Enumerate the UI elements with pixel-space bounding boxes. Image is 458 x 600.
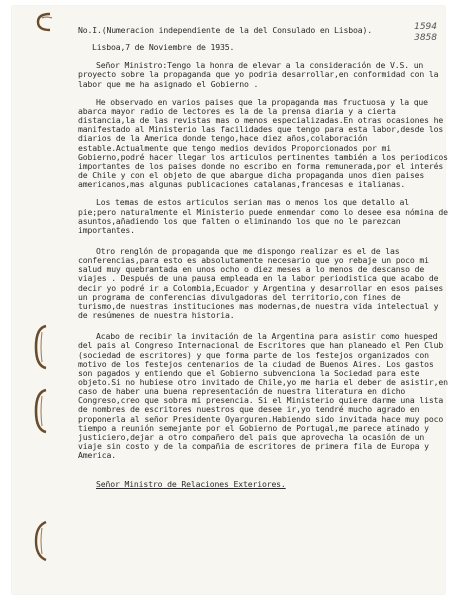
binder-clip-icon <box>12 516 56 566</box>
paragraph-press-propaganda: He observado en varios paises que la propaganda mas fructuosa y la que abarca mayor radio de lectores es la de la prensa diaria y a cierta distancia,la de las revistas mas o menos especializadas.En otras ocasiones he manifestado al Ministerio las facilidades que tengo para esta labor,desde los diarios de la America donde tengo,hace diez años,colaboración estable.Actualmente que tengo medios devidos Proporcionados por mi Gobierno,podré hacer llegar los articulos pertinentes también a los periodicos importantes de los paises donde no escribo en forma remunerada,por el interés de Chile y con el objeto de que abargue dicha propaganda unos dien paises americanos,mas algunas publicaciones catalanas,francesas e italianas. <box>78 96 453 190</box>
letter-body <box>78 25 453 490</box>
letter-date: Lisboa,7 de Noviembre de 1935. <box>92 42 235 53</box>
letter-page <box>12 6 453 594</box>
archive-annotation-line-2: 3858 <box>414 33 437 43</box>
paragraph-argentina-invitation: Acabo de recibir la invitación de la Argentina para asistir como huesped del pais al Congreso Internacional de Escritores que han planeado el Pen Club (sociedad de escritores) y que forma parte de los festejos organizados con motivo de los festejos centenarios de la ciudad de Buenos Aires. Los gastos son pagados y entiendo que el Gobierno subvenciona la Sociedad para este objeto.Si no hubiese otro invitado de Chile,yo me haria el deber de asistir,en caso de haber una buena representación de nuestra literatura en dicho Congreso,creo que sobra mi presencia. Si el Ministerio quiere darme una lista de nombres de escritores nuestros que desee ir,yo tendré mucho agrado en proponerla al señor Presidente Oyarguren.Habiendo sido invitada hace muy poco tiempo a reunión semejante por el Gobierno de Portugal,me parece atinado y justiciero,dejar a otro compañero del pais que aprovecha la ocasión de un viaje sin costo y de la compañia de escritores de primera fila de Europa y America. <box>78 331 453 461</box>
letter-signoff: Señor Ministro de Relaciones Exteriores. <box>96 479 286 490</box>
paragraph-greeting: Señor Ministro:Tengo la honra de elevar a la consideración de V.S. un proyecto sobre la propaganda que yo podria desarrollar,en conformidad con la labor que me ha asignado el Gobierno . <box>78 60 444 89</box>
paragraph-article-topics: Los temas de estos articulos serian mas o menos los que detallo al pie;pero naturalmente el Ministerio puede enmendar como lo desee esa nómina de asuntos,añadiendo los que falten o eliminando los que no le parezcan importantes. <box>78 197 453 235</box>
binder-clip-top <box>12 12 56 34</box>
binder-clip-icon <box>12 386 56 436</box>
binder-clip-middle-lower <box>12 386 56 436</box>
letter-header: No.I.(Numeracion independiente de la del Consulado en Lisboa). <box>78 25 372 35</box>
binder-clip-middle-upper <box>12 322 56 372</box>
binder-clip-icon <box>12 322 56 372</box>
paragraph-conferences: Otro renglón de propaganda que me dispongo realizar es el de las conferencias,para esto es absolutamente necesario que yo rebaje un poco mi salud muy quebrantada en unos ocho o diez meses a lo menos de descanso de viajes . Después de una pausa empleada en la labor periodistica que acabo de decir yo podré ir a Colombia,Ecuador y Argentina y desarrollar en esos paises un programa de conferencias divulgadoras del territorio,con fines de turismo,de nuestras instituciones mas modernas,de nuestra vida intelectual y de resúmenes de nuestra historia. <box>78 245 448 321</box>
archive-annotation-line-1: 1594 <box>414 22 437 32</box>
binder-clip-icon <box>12 12 56 34</box>
binder-clip-bottom <box>12 516 56 566</box>
